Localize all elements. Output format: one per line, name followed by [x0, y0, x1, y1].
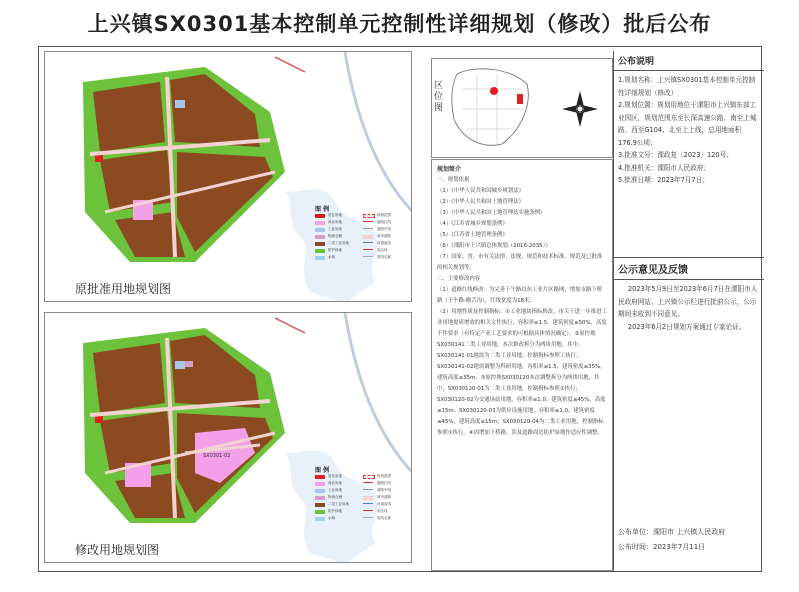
legend-swatch-storage	[315, 235, 325, 239]
summary-line: （1）道路红线修改：为完善于午路以东工业片区路网，增加支路下桥路（于午路-搬舌沟），红线宽度为18米。	[437, 287, 603, 304]
legend-swatch-water	[315, 517, 325, 521]
summary-line: （2）《中华人民共和国土地管理法》	[437, 199, 524, 205]
legend-swatch-green	[315, 510, 325, 514]
legend-label: 居住用地	[328, 213, 342, 217]
notice-item: 1.规划名称：上兴镇SX0301基本控制单元控制性详细规划（修改）	[618, 76, 756, 97]
legend-label: 工业用地	[328, 488, 342, 492]
revised-legend	[315, 465, 412, 551]
legend-label: 物流仓储	[328, 495, 342, 499]
page-title: 上兴镇SX0301基本控制单元控制性详细规划（修改）批后公布	[87, 12, 712, 36]
notice-item: 3.批准文号：溧政复〔2023〕120号；	[618, 151, 733, 159]
publisher-unit: 公布单位：溧阳市 上兴镇人民政府	[618, 528, 726, 536]
legend-swatch-commercial	[315, 221, 325, 225]
summary-line: 二、主要修改内容	[437, 276, 481, 282]
legend-label: 河道蓝线	[377, 241, 391, 245]
legend-swatch-industrial	[315, 228, 325, 232]
legend-swatch-pipe	[363, 517, 373, 518]
legend-swatch-boundary	[363, 475, 375, 479]
legend-label: 道路红线	[377, 481, 391, 485]
legend-swatch-boundary	[363, 214, 375, 218]
feedback-text: 2023年5月9日至2023年6月7日在溧阳市人民政府网站、上兴镇公示栏进行批前公示，公示期间未收到不同意见。	[618, 285, 758, 318]
legend-label: 工业用地	[328, 227, 342, 231]
original-legend	[315, 204, 412, 290]
legend-label: 河道蓝线	[377, 502, 391, 506]
legend-swatch-class2	[315, 503, 325, 507]
legend-label: 居住用地	[328, 474, 342, 478]
summary-line: （7）国家、省、市有关法律、法规、规范和技术标准、规范及已批准的相关规划等。	[437, 254, 603, 271]
location-inset	[431, 58, 613, 158]
notice-body	[614, 71, 764, 190]
publish-time: 公布时间：2023年7月11日	[618, 543, 706, 551]
legend-swatch-hv	[363, 510, 373, 511]
original-landuse-map	[44, 51, 412, 302]
legend-swatch-pipe	[363, 256, 373, 257]
revised-parcel-label: SX0301-02	[203, 453, 231, 459]
legend-label: 防护绿地	[328, 248, 342, 252]
summary-line: （3）《中华人民共和国土地管理法实施条例》	[437, 210, 546, 216]
legend-label: 管线走廊	[377, 516, 391, 520]
legend-label: 规划范围	[377, 213, 391, 217]
legend-label: 高压线	[377, 248, 388, 252]
legend-label: 防护绿地	[328, 509, 342, 513]
summary-heading: 规划简介	[437, 166, 462, 173]
feedback-body	[614, 280, 764, 336]
notice-item: 2.规划位置：规划用地位于溧阳市上兴镇东部工业园区，规划范围东至长深高速公路、南至上城路、西至G104、北至上上线，总用地面积176.9公顷；	[618, 101, 757, 147]
north-arrow-icon	[560, 89, 600, 129]
inset-label: 区位图	[434, 81, 444, 113]
legend-label: 规划范围	[377, 474, 391, 478]
legend-swatch-hv	[363, 249, 373, 250]
legend-swatch-blueline	[363, 242, 373, 243]
revised-landuse-map	[44, 312, 412, 563]
original-legend-title: 图 例	[315, 206, 330, 213]
legend-label: 城市道路	[377, 495, 391, 499]
legend-swatch-redline	[363, 221, 373, 222]
legend-swatch-class2	[315, 242, 325, 246]
legend-label: 二类工业用地	[328, 502, 349, 506]
summary-line: 一、规划依据	[437, 177, 470, 183]
legend-label: 道路红线	[377, 220, 391, 224]
legend-label: 商业用地	[328, 220, 342, 224]
publisher-info	[618, 525, 725, 555]
original-map-caption: 原批准用地规划图	[75, 282, 172, 296]
legend-swatch-green	[315, 249, 325, 253]
revised-map-caption: 修改用地规划图	[75, 543, 160, 557]
legend-swatch-redline	[363, 482, 373, 483]
notice-heading: 公布说明	[614, 51, 764, 71]
feedback-text: 2023年6月2日规划方案通过专家论证。	[627, 322, 746, 331]
legend-label: 二类工业用地	[328, 241, 349, 245]
legend-label: 管线走廊	[377, 255, 391, 259]
legend-swatch-storage	[315, 496, 325, 500]
feedback-heading: 公示意见及反馈	[614, 258, 764, 280]
summary-line: （2）用地性质及控制指标：①工业地块指标修改，市关于进一步推进工业用地提质增效的相关文件执行，容积率≥1.5，建筑密度≥50%，高度不作要求（有特定产业工艺要求的可根据具体情况确定）。②原控规SX030141二类工业用地，本次修改拆分为两块用地，其中，SX030141-01地块为二类工业用地，控制指标参照工执行；SX030141-02地块调整为科研用地，容积率≤1.5，建筑密度≤35%，建筑高度≤35m。③原控规SX030120本次调整拆分为两块用地，其中，SX030120-01为二类工业用地，控制指标参照①执行；SX030120-02为交通场站用地，容积率≤1.0，建筑密度≤45%，高度≤15m；SX030120-03为供应设施用地，容积率≤1.0，建筑密度≤45%，建筑高度≤15m；SX030120-04为二类工业用地，控制指标参照①执行。④因增加下桥路，涉及道路周边防护绿地作适应性调整。	[437, 309, 607, 436]
legend-swatch-water	[315, 256, 325, 260]
legend-label: 水域	[328, 255, 335, 259]
revised-legend-title: 图 例	[315, 467, 330, 474]
summary-line: （4）《江苏省城乡规划条例》	[437, 221, 508, 227]
feedback-section	[614, 257, 764, 336]
notice-item: 4.批准机关：溧阳市人民政府；	[618, 163, 711, 172]
legend-swatch-blueline	[363, 503, 373, 504]
legend-swatch-residential	[315, 214, 325, 218]
summary-line: （5）《江苏省土地管理条例》	[437, 232, 508, 238]
legend-swatch-industrial	[315, 489, 325, 493]
legend-swatch-centerline	[363, 228, 373, 229]
legend-label: 道路中线	[377, 227, 391, 231]
notice-column	[613, 51, 764, 572]
notice-item: 5.批准日期：2023年7月7日；	[618, 176, 709, 184]
summary-line: （6）《溧阳市上兴镇总体规划（2016-2035）》	[437, 243, 551, 249]
legend-label: 水域	[328, 516, 335, 520]
legend-label: 商业用地	[328, 481, 342, 485]
legend-swatch-road	[363, 235, 373, 239]
summary-line: （1）《中华人民共和国城乡规划法》	[437, 188, 524, 194]
legend-label: 城市道路	[377, 234, 391, 238]
legend-label: 道路中线	[377, 488, 391, 492]
legend-swatch-road	[363, 496, 373, 500]
planning-summary	[431, 159, 613, 571]
legend-swatch-commercial	[315, 482, 325, 486]
legend-swatch-centerline	[363, 489, 373, 490]
legend-label: 物流仓储	[328, 234, 342, 238]
legend-swatch-residential	[315, 475, 325, 479]
legend-label: 高压线	[377, 509, 388, 513]
